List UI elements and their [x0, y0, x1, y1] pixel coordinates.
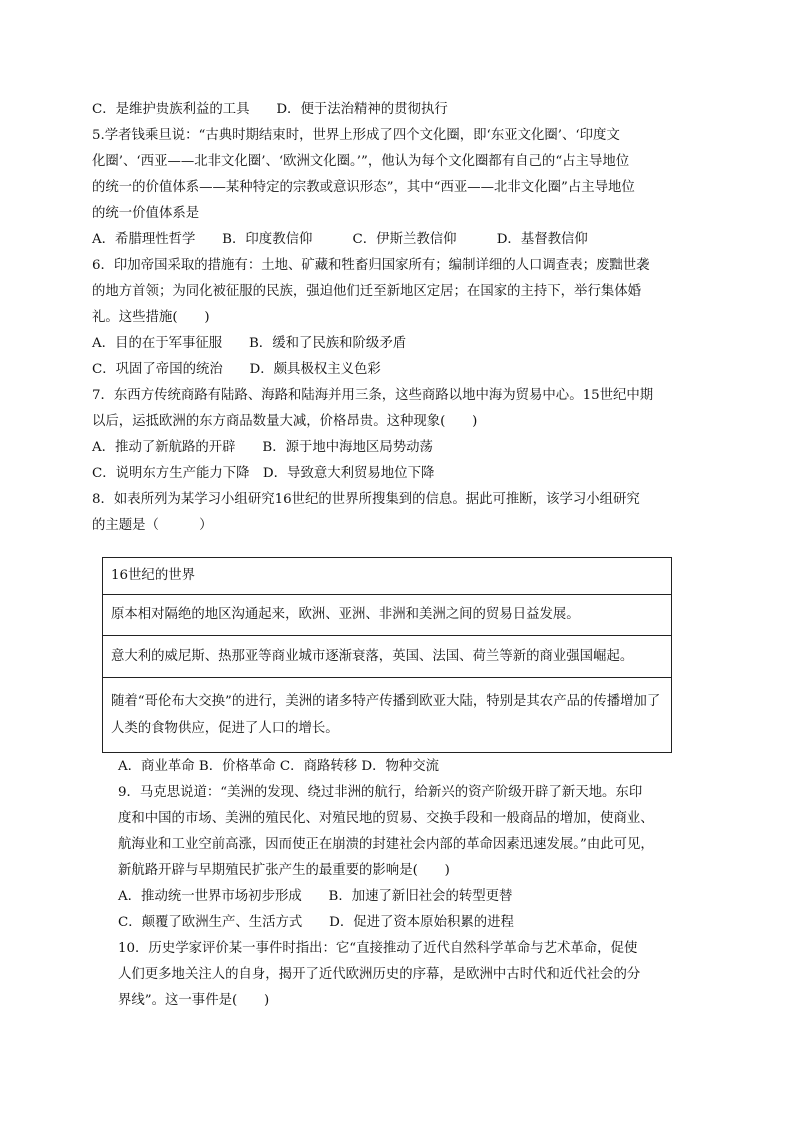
q9-stem-line-3: 航海业和工业空前高涨，因而使正在崩溃的封建社会内部的革命因素迅速发展。”由此可见，: [118, 837, 654, 852]
q10-stem-line-3: 界线”。这一事件是( ): [118, 993, 270, 1008]
q6-option-cd: C．巩固了帝国的统治 D．颇具极权主义色彩: [92, 362, 381, 377]
q5-stem-line-2: 化圈’、‘西亚——北非文化圈’、‘欧洲文化圈。’”，他认为每个文化圈都有自己的“占主导地位: [92, 154, 630, 169]
q9-option-ab: A．推动统一世界市场初步形成 B．加速了新旧社会的转型更替: [118, 889, 513, 904]
q6-stem-line-3: 礼。这些措施( ): [92, 310, 210, 325]
table-cell: 随着“哥伦布大交换”的进行，美洲的诸多特产传播到欧亚大陆，特别是其农产品的传播增加了人类的食物供应，促进了人口的增长。: [103, 678, 672, 753]
q8-options: A．商业革命 B．价格革命 C．商路转移 D．物种交流: [118, 759, 440, 774]
q7-option-cd: C．说明东方生产能力下降 D．导致意大利贸易地位下降: [92, 466, 435, 481]
q6-stem-line-1: 6．印加帝国采取的措施有：土地、矿藏和牲畜归国家所有；编制详细的人口调查表；废黜世袭: [92, 258, 650, 273]
q5-stem-line-3: 的统一的价值体系——某种特定的宗教或意识形态”，其中“西亚——北非文化圈”占主导地位: [92, 180, 635, 195]
table-title: 16世纪的世界: [103, 558, 672, 595]
table-cell: 原本相对隔绝的地区沟通起来，欧洲、亚洲、非洲和美洲之间的贸易日益发展。: [103, 595, 672, 636]
q6-option-ab: A．目的在于军事征服 B．缓和了民族和阶级矛盾: [92, 336, 407, 351]
q6-stem-line-2: 的地方首领；为同化被征服的民族，强迫他们迁至新地区定居；在国家的主持下，举行集体婚: [92, 284, 642, 299]
q5-stem-line-4: 的统一价值体系是: [92, 206, 200, 221]
table-row: [103, 636, 672, 678]
table-row: [103, 595, 672, 636]
q5-stem-line-1: 5.学者钱乘旦说：“古典时期结束时，世界上形成了四个文化圈，即‘东亚文化圈’、‘印度文: [92, 128, 620, 143]
q10-stem-line-2: 人们更多地关注人的自身，揭开了近代欧洲历史的序幕，是欧洲中古时代和近代社会的分: [118, 967, 641, 982]
q9-stem-line-2: 度和中国的市场、美洲的殖民化、对殖民地的贸易、交换手段和一般商品的增加，使商业、: [118, 811, 654, 826]
table-cell: 意大利的威尼斯、热那亚等商业城市逐渐衰落，英国、法国、荷兰等新的商业强国崛起。: [103, 636, 672, 678]
q5-options: A．希腊理性哲学 B．印度教信仰 C．伊斯兰教信仰 D．基督教信仰: [92, 232, 588, 247]
info-table: [102, 557, 672, 753]
q9-stem-line-1: 9．马克思说道：“美洲的发现、绕过非洲的航行，给新兴的资产阶级开辟了新天地。东印: [118, 785, 643, 800]
q8-stem-line-1: 8．如表所列为某学习小组研究16世纪的世界所搜集到的信息。据此可推断，该学习小组研究: [92, 492, 640, 507]
q10-stem-line-1: 10．历史学家评价某一事件时指出：它“直接推动了近代自然科学革命与艺术革命，促使: [118, 941, 638, 956]
q9-stem-line-4: 新航路开辟与早期殖民扩张产生的最重要的影响是( ): [118, 863, 450, 878]
q8-stem-line-2: 的主题是（ ）: [92, 518, 213, 533]
q4-option-cd: C．是维护贵族利益的工具 D．便于法治精神的贯彻执行: [92, 102, 448, 117]
q7-stem-line-1: 7．东西方传统商路有陆路、海路和陆海并用三条，这些商路以地中海为贸易中心。15世纪中期: [92, 388, 654, 403]
q7-stem-line-2: 以后，运抵欧洲的东方商品数量大减，价格昂贵。这种现象( ): [92, 414, 478, 429]
table-row: [103, 558, 672, 595]
q9-option-cd: C．颠覆了欧洲生产、生活方式 D．促进了资本原始积累的进程: [118, 915, 514, 930]
q7-option-ab: A．推动了新航路的开辟 B．源于地中海地区局势动荡: [92, 440, 433, 455]
table-row: [103, 678, 672, 753]
